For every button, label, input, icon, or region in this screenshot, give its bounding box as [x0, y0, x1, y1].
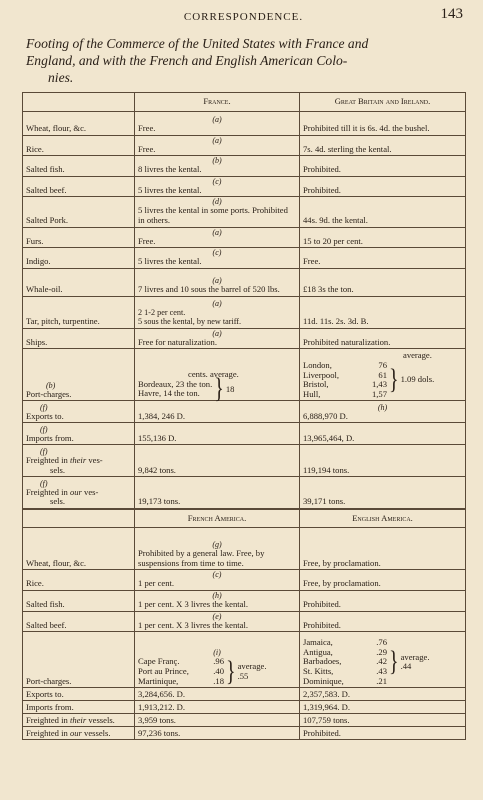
label-text: vessels. — [84, 727, 111, 738]
table-heading — [26, 35, 465, 86]
row-label: Furs. — [23, 227, 135, 248]
cell-english-america: Prohibited. — [300, 611, 466, 632]
cell-text: 7 livres and 10 sous the barrel of 520 lbs. — [138, 284, 280, 295]
cell-english-america: Prohibited. — [300, 727, 466, 740]
cell-britain: 13,965,464, D. — [300, 423, 466, 445]
table-row — [23, 632, 466, 688]
port-row — [303, 390, 387, 400]
cell-britain: Prohibited naturalization. — [300, 328, 466, 349]
row-label — [23, 423, 135, 445]
note-mark: (c) — [212, 176, 222, 186]
table-row — [23, 268, 466, 296]
cell-france: 155,136 D. — [135, 423, 300, 445]
port-name: Jamaica, — [303, 637, 333, 648]
table-row — [23, 227, 466, 248]
table-row — [23, 688, 466, 701]
table-row — [23, 176, 466, 197]
cell-english-america: 2,357,583. D. — [300, 688, 466, 701]
row-label: Salted beef. — [23, 611, 135, 632]
table-row — [23, 423, 466, 445]
note-mark: (c) — [212, 248, 222, 258]
cell-english-america — [300, 632, 466, 688]
label-text: ves- — [84, 486, 99, 497]
table-row — [23, 135, 466, 156]
label-text: Freighted in — [26, 727, 68, 738]
port-name: London, — [303, 359, 332, 370]
cell-text: 8 livres the kental. — [138, 164, 202, 175]
note-mark: (g) — [212, 540, 222, 550]
port-name: St. Kitts, — [303, 666, 334, 677]
port-value: .43 — [376, 666, 387, 677]
note-mark: (a) — [212, 115, 222, 124]
port-name: Dominique, — [303, 675, 344, 686]
table-row — [23, 570, 466, 591]
port-name: Barbadoes, — [303, 656, 342, 667]
table-row — [23, 197, 466, 227]
cell-britain — [300, 401, 466, 423]
cell-france — [135, 111, 300, 135]
avg-head: average. — [403, 350, 432, 361]
port-list — [138, 657, 296, 686]
port-value: .40 — [213, 666, 224, 677]
row-label: Salted Pork. — [23, 197, 135, 227]
cell-france — [135, 227, 300, 248]
cell-france: 1,384, 246 D. — [135, 401, 300, 423]
note-mark: (f) — [40, 447, 48, 457]
table-row — [23, 401, 466, 423]
cell-france — [135, 176, 300, 197]
cell-french-america — [135, 591, 300, 612]
label-text: vessels. — [88, 714, 115, 725]
note-mark: (h) — [212, 591, 222, 601]
cell-france — [135, 156, 300, 177]
header-blank — [23, 93, 135, 112]
port-value: 1,43 — [371, 379, 387, 390]
row-label: Rice. — [23, 135, 135, 156]
avg-value: .44 — [400, 661, 412, 672]
cell-english-america: 107,759 tons. — [300, 714, 466, 727]
port-name: Antigua, — [303, 646, 333, 657]
note-mark: (a) — [212, 328, 222, 338]
port-name: Martinique, — [138, 675, 179, 686]
cell-france — [135, 197, 300, 227]
row-label: Port-charges. — [23, 632, 135, 688]
header-france: France. — [135, 93, 300, 112]
cell-britain: Prohibited. — [300, 176, 466, 197]
note-mark: (d) — [212, 197, 222, 207]
note-mark: (a) — [212, 276, 222, 286]
brace-glyph: } — [389, 646, 399, 678]
header-french-america: French America. — [135, 509, 300, 528]
cell-text: Free. — [138, 123, 156, 133]
port-row: Bordeaux, 23 the ton. — [138, 378, 213, 389]
avg-block — [401, 653, 430, 672]
row-label: Indigo. — [23, 248, 135, 269]
cell-france — [135, 349, 300, 405]
brace-glyph: } — [214, 373, 224, 405]
cell-english-america: Prohibited. — [300, 591, 466, 612]
cell-france — [135, 268, 300, 296]
note-mark: (f) — [40, 402, 48, 412]
cell-text: Prohibited by a general law. Free, by suspensions from time to time. — [138, 548, 265, 568]
table-row — [23, 111, 466, 135]
cell-french-america — [135, 611, 300, 632]
cell-text: Free. — [138, 143, 156, 154]
table-row — [23, 156, 466, 177]
avg-block — [238, 662, 267, 681]
port-value: .42 — [376, 656, 387, 667]
table-row — [23, 248, 466, 269]
cell-france: 9,842 tons. — [135, 445, 300, 477]
row-label — [23, 401, 135, 423]
row-label — [23, 477, 135, 509]
table-row — [23, 445, 466, 477]
cell-text: 5 livres the kental in some ports. Prohibited in others. — [138, 205, 288, 225]
label-text: sels. — [50, 464, 66, 475]
cell-french-america: 97,236 tons. — [135, 727, 300, 740]
port-names — [303, 638, 387, 686]
table-row — [23, 714, 466, 727]
table-row — [23, 328, 466, 349]
cell-britain: 44s. 9d. the kental. — [300, 197, 466, 227]
header-row-1 — [23, 93, 466, 112]
label-text: their — [69, 455, 87, 466]
cell-french-america: 1,913,212. D. — [135, 701, 300, 714]
port-value: .29 — [376, 646, 387, 657]
label-text: Freighted in — [26, 455, 68, 466]
port-names — [138, 380, 212, 399]
cell-text: 6,888,970 D. — [303, 410, 348, 421]
table-row — [23, 591, 466, 612]
port-name: Port au Prince, — [138, 666, 189, 677]
label-text: Exports to. — [26, 410, 64, 421]
heading-line-2: England, and with the French and English American Colo- — [26, 53, 348, 68]
avg-head: average. — [237, 661, 267, 672]
port-value: .76 — [376, 637, 387, 648]
cell-britain: 119,194 tons. — [300, 445, 466, 477]
row-label: Whale-oil. — [23, 268, 135, 296]
label-text: ves- — [88, 455, 103, 466]
cell-france — [135, 328, 300, 349]
page-number: 143 — [440, 6, 463, 22]
cell-text: 5 sous the kental, by new tariff. — [138, 317, 242, 327]
cell-france — [135, 248, 300, 269]
brace-glyph: } — [389, 364, 399, 396]
note-mark: (c) — [212, 570, 222, 580]
row-label: Salted fish. — [23, 156, 135, 177]
cell-text: Free for naturalization. — [138, 336, 217, 347]
label-text: our — [69, 486, 82, 497]
row-label: Rice. — [23, 570, 135, 591]
commerce-table — [22, 92, 466, 740]
cell-english-america: Free, by proclamation. — [300, 528, 466, 570]
row-label: Wheat, flour, &c. — [23, 111, 135, 135]
table-row — [23, 349, 466, 401]
brace-glyph: } — [226, 656, 236, 688]
port-value: 61 — [378, 369, 387, 380]
heading-line-3: nies. — [48, 70, 74, 85]
note-mark: (b) — [212, 156, 222, 166]
note-mark: (a) — [212, 298, 222, 308]
avg-value: 18 — [225, 383, 235, 394]
cell-french-america — [135, 632, 300, 688]
port-value: 1,57 — [371, 388, 387, 399]
table-row — [23, 727, 466, 740]
port-list — [303, 361, 462, 399]
label-text: their — [69, 714, 87, 725]
cell-france — [135, 135, 300, 156]
table-row — [23, 296, 466, 328]
cell-french-america — [135, 528, 300, 570]
cell-britain: £18 3s the ton. — [300, 268, 466, 296]
avg-head: average. — [400, 651, 430, 662]
label-text: sels. — [50, 496, 66, 507]
row-label: Imports from. — [23, 701, 135, 714]
row-label: Tar, pitch, turpentine. — [23, 296, 135, 328]
note-mark: (a) — [212, 135, 222, 145]
cell-britain — [300, 349, 466, 401]
cell-britain: 15 to 20 per cent. — [300, 227, 466, 248]
port-value: .18 — [213, 675, 224, 686]
port-value: .21 — [376, 675, 387, 686]
label-text: Port-charges. — [26, 388, 72, 399]
row-label — [23, 445, 135, 477]
table-row — [23, 701, 466, 714]
cell-britain: Prohibited. — [300, 156, 466, 177]
cell-britain: 7s. 4d. sterling the kental. — [300, 135, 466, 156]
port-name: Cape Franç. — [138, 656, 180, 667]
row-label: Salted fish. — [23, 591, 135, 612]
port-list — [303, 638, 462, 686]
heading-line-1: Footing of the Commerce of the United States with France and — [26, 36, 369, 51]
row-label — [23, 349, 135, 401]
running-title: CORRESPONDENCE. — [183, 11, 304, 23]
table-row — [23, 528, 466, 570]
cell-france: 19,173 tons. — [135, 477, 300, 509]
cell-text: 2 1-2 per cent. — [138, 307, 186, 317]
port-row: Havre, 14 the ton. — [138, 388, 200, 399]
header-blank — [23, 509, 135, 528]
row-label: Ships. — [23, 328, 135, 349]
running-head — [22, 6, 465, 28]
row-label — [23, 727, 135, 740]
cell-text: Free. — [138, 235, 156, 246]
label-text: Freighted in — [26, 714, 68, 725]
cell-britain: Free. — [300, 248, 466, 269]
cell-french-america: 3,959 tons. — [135, 714, 300, 727]
cell-english-america: 1,319,964. D. — [300, 701, 466, 714]
port-value: .96 — [213, 656, 224, 667]
port-value: 76 — [378, 359, 387, 370]
label-text: our — [69, 727, 82, 738]
row-label: Exports to. — [23, 688, 135, 701]
cell-france — [135, 296, 300, 328]
cell-text: 5 livres the kental. — [138, 184, 202, 195]
row-label — [23, 714, 135, 727]
table-row — [23, 611, 466, 632]
note-mark: (f) — [40, 424, 48, 434]
cell-text: 1 per cent. X 3 livres the kental. — [138, 599, 249, 610]
row-label: Wheat, flour, &c. — [23, 528, 135, 570]
row-label: Salted beef. — [23, 176, 135, 197]
cell-britain: 39,171 tons. — [300, 477, 466, 509]
cell-britain: 11d. 11s. 2s. 3d. B. — [300, 296, 466, 328]
note-mark: (b) — [46, 380, 56, 390]
label-text: Imports from. — [26, 432, 74, 443]
note-mark: (h) — [377, 402, 388, 412]
port-name: Bristol, — [303, 379, 329, 390]
cell-britain: Prohibited till it is 6s. 4d. the bushel. — [300, 111, 466, 135]
table-row — [23, 477, 466, 509]
note-mark: (e) — [212, 611, 222, 621]
note-mark: (a) — [212, 227, 222, 237]
label-text: Freighted in — [26, 486, 68, 497]
header-english-america: English America. — [300, 509, 466, 528]
cell-french-america: 3,284,656. D. — [135, 688, 300, 701]
note-mark: (i) — [213, 648, 221, 658]
header-britain: Great Britain and Ireland. — [300, 93, 466, 112]
cell-english-america: Free, by proclamation. — [300, 570, 466, 591]
port-name: Liverpool, — [303, 369, 340, 380]
cell-text: 1 per cent. X 3 livres the kental. — [138, 619, 249, 630]
port-row — [303, 677, 387, 687]
port-name: Hull, — [303, 388, 321, 399]
cell-french-america — [135, 570, 300, 591]
note-mark: (f) — [40, 478, 48, 488]
avg-value: .55 — [237, 670, 249, 681]
port-row — [138, 677, 224, 687]
port-names — [303, 361, 387, 399]
port-names — [138, 657, 224, 686]
header-row-2 — [23, 509, 466, 528]
cell-text: 5 livres the kental. — [138, 256, 202, 267]
avg-value: 1.09 dols. — [400, 374, 435, 385]
avg-head: cents. average. — [188, 368, 239, 379]
cell-text: 1 per cent. — [138, 578, 175, 589]
